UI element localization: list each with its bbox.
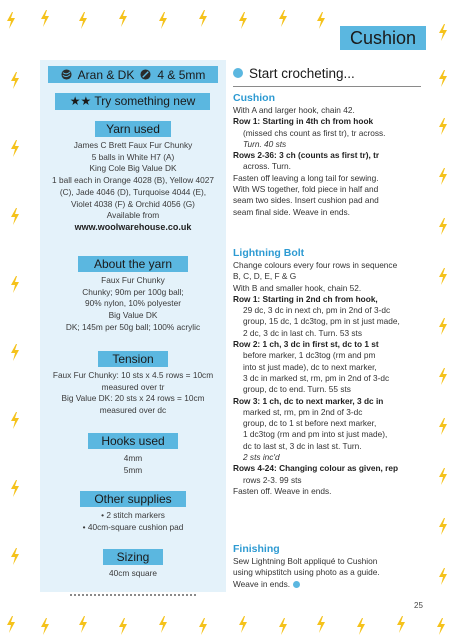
pattern-line: group, 15 dc, 1 dc3tog, pm in st just made, <box>243 316 400 327</box>
hook-line: 4mm <box>123 453 143 463</box>
about-line: Big Value DK <box>108 310 158 321</box>
about-line: Chunky; 90m per 100g ball; <box>82 286 184 297</box>
yarn-weight: Aran & DK <box>77 67 135 82</box>
pattern-line: group, dc to 1 st before next marker, <box>243 418 377 429</box>
lightning-bolt-icon <box>438 368 448 385</box>
tension-line: measured over tr <box>101 381 165 392</box>
pattern-line: Fasten off. Weave in ends. <box>233 485 332 496</box>
pattern-line: 2 dc, 3 dc in last ch. Turn. 53 sts <box>243 327 362 338</box>
tension-line: Faux Fur Chunky: 10 sts x 4.5 rows = 10cm <box>52 370 214 380</box>
lightning-bolt-icon <box>10 480 20 497</box>
supplies-body <box>44 510 222 533</box>
lightning-bolt-icon <box>278 10 288 27</box>
lightning-bolt-icon <box>10 72 20 89</box>
finishing-pattern <box>233 543 428 590</box>
yarn-line: Available from <box>106 210 160 221</box>
supply-line: • 2 stitch markers <box>101 510 165 520</box>
pattern-line: across. Turn. <box>243 161 291 172</box>
tension-line: measured over dc <box>99 405 167 416</box>
dotted-divider <box>70 594 196 596</box>
lightning-bolt-icon <box>118 618 128 635</box>
lightning-bolt-icon <box>6 616 16 633</box>
lightning-bolt-icon <box>118 10 128 27</box>
lightning-bolt-icon <box>438 268 448 285</box>
pattern-line: seam two sides. Insert cushion pad and <box>233 195 379 206</box>
pattern-line: 1 dc3tog (rm and pm into st just made), <box>243 429 388 440</box>
pattern-line: Row 3: 1 ch, dc to next marker, 3 dc in <box>233 395 384 406</box>
pattern-line: B, C, D, E, F & G <box>233 271 297 282</box>
cushion-heading: Cushion <box>233 92 275 104</box>
lightning-bolt-icon <box>238 12 248 29</box>
pattern-line: using whipstitch using photo as a guide. <box>233 567 380 578</box>
about-yarn-heading: About the yarn <box>78 256 188 272</box>
start-crocheting-heading <box>233 64 355 82</box>
lightning-bolt-icon <box>356 618 366 635</box>
sizing-heading: Sizing <box>103 549 163 565</box>
cushion-pattern <box>233 92 428 218</box>
lightning-bolt-icon <box>40 618 50 635</box>
lightning-bolt-icon <box>438 118 448 135</box>
lightning-bolt-icon <box>438 318 448 335</box>
pattern-line: With WS together, fold piece in half and <box>233 184 379 195</box>
page-number: 25 <box>414 601 423 610</box>
crochet-hook-icon <box>140 69 151 80</box>
pattern-line: Turn. 40 sts <box>243 138 287 149</box>
lightning-bolt-icon <box>10 276 20 293</box>
yarn-used-heading: Yarn used <box>95 121 171 137</box>
about-line: DK; 145m per 50g ball; 100% acrylic <box>65 321 201 332</box>
yarn-used-body <box>44 140 222 234</box>
pattern-line: into st just made), dc to next marker, <box>243 361 377 372</box>
pattern-line: Sew Lightning Bolt appliqué to Cushion <box>233 556 378 566</box>
yarn-line: (C), Jade 4046 (D), Turquoise 4044 (E), <box>59 186 207 197</box>
pattern-line: dc to last st, 3 dc in last st. Turn. <box>243 440 362 451</box>
lightning-bolt-icon <box>278 618 288 635</box>
pattern-line: Weave in ends. <box>233 579 428 590</box>
lightning-bolt-icon <box>316 12 326 29</box>
pattern-line: Fasten off leaving a long tail for sewing. <box>233 172 379 183</box>
lightning-bolt-icon <box>438 468 448 485</box>
try-something-new: ★★ Try something new <box>55 93 210 110</box>
pattern-line: With B and smaller hook, chain 52. <box>233 282 362 293</box>
pattern-line: before marker, 1 dc3tog (rm and pm <box>243 350 376 361</box>
pattern-line: Rows 4-24: Changing colour as given, rep <box>233 463 399 474</box>
finishing-heading: Finishing <box>233 543 280 555</box>
hooks-heading: Hooks used <box>88 433 178 449</box>
lightning-bolt-icon <box>438 168 448 185</box>
info-panel <box>40 60 226 592</box>
supplies-heading: Other supplies <box>80 491 186 507</box>
lightning-bolt-icon <box>316 616 326 633</box>
lightning-bolt-icon <box>438 518 448 535</box>
lightning-bolt-icon <box>198 10 208 27</box>
lightning-bolt-icon <box>438 418 448 435</box>
yarn-line: Violet 4038 (F) & Orchid 4056 (G) <box>71 198 195 209</box>
lightning-bolt-icon <box>158 12 168 29</box>
lightning-bolt-icon <box>6 12 16 29</box>
lightning-bolt-icon <box>438 70 448 87</box>
start-heading-text: Start crocheting... <box>249 65 355 81</box>
yarn-ball-icon <box>61 69 72 80</box>
bolt-pattern <box>233 247 428 497</box>
tension-heading: Tension <box>98 351 168 367</box>
sizing-line: 40cm square <box>109 568 157 578</box>
yarn-line: 5 balls in White H7 (A) <box>91 151 175 162</box>
lightning-bolt-icon <box>10 208 20 225</box>
page-title: Cushion <box>340 26 426 50</box>
tension-body <box>44 370 222 417</box>
hook-size: 4 & 5mm <box>157 67 206 82</box>
lightning-bolt-icon <box>436 618 446 635</box>
lightning-bolt-icon <box>438 24 448 41</box>
pattern-line: 3 dc in marked st, rm, pm in 2nd of 3-dc <box>243 372 390 383</box>
yarn-line: 1 ball each in Orange 4028 (B), Yellow 4027 <box>52 175 214 186</box>
lightning-bolt-icon <box>10 412 20 429</box>
pattern-line: With A and larger hook, chain 42. <box>233 105 355 115</box>
yarn-line: King Cole Big Value DK <box>89 163 177 174</box>
bolt-heading: Lightning Bolt <box>233 247 305 259</box>
retailer-link[interactable]: www.woolwarehouse.co.uk <box>74 221 192 232</box>
sizing-body <box>44 568 222 580</box>
supply-line: • 40cm-square cushion pad <box>82 521 184 532</box>
hook-line: 5mm <box>123 464 143 475</box>
lightning-bolt-icon <box>10 344 20 361</box>
pattern-line: Change colours every four rows in sequence <box>233 260 398 270</box>
pattern-line: Row 1: Starting in 4th ch from hook <box>233 116 374 127</box>
lightning-bolt-icon <box>10 548 20 565</box>
tag-row <box>48 66 218 83</box>
pattern-line: seam final side. Weave in ends. <box>233 206 350 217</box>
pattern-line: Row 1: Starting in 2nd ch from hook, <box>233 293 378 304</box>
pattern-line: Row 2: 1 ch, 3 dc in first st, dc to 1 st <box>233 339 379 350</box>
lightning-bolt-icon <box>78 12 88 29</box>
pattern-line: 2 sts inc'd <box>243 452 280 463</box>
pattern-line: Rows 2-36: 3 ch (counts as first tr), tr <box>233 150 380 161</box>
lightning-bolt-icon <box>396 616 406 633</box>
lightning-bolt-icon <box>438 218 448 235</box>
lightning-bolt-icon <box>238 616 248 633</box>
hooks-body <box>44 453 222 476</box>
lightning-bolt-icon <box>10 140 20 157</box>
yarn-line: James C Brett Faux Fur Chunky <box>73 140 193 150</box>
tension-line: Big Value DK: 20 sts x 24 rows = 10cm <box>61 393 205 404</box>
about-line: 90% nylon, 10% polyester <box>85 298 181 309</box>
lightning-bolt-icon <box>78 616 88 633</box>
pattern-line: marked st, rm, pm in 2nd of 3-dc <box>243 406 363 417</box>
pattern-line: group, dc to end. Turn. 55 sts <box>243 384 351 395</box>
heading-rule <box>233 86 421 87</box>
lightning-bolt-icon <box>158 616 168 633</box>
about-line: Faux Fur Chunky <box>101 275 165 285</box>
pattern-line: rows 2-3. 99 sts <box>243 474 302 485</box>
lightning-bolt-icon <box>438 568 448 585</box>
about-yarn-body <box>44 275 222 334</box>
lightning-bolt-icon <box>40 10 50 27</box>
lightning-bolt-icon <box>198 618 208 635</box>
pattern-line: 29 dc, 3 dc in next ch, pm in 2nd of 3-dc <box>243 305 391 316</box>
end-dot-icon <box>293 581 300 588</box>
pattern-line: (missed chs count as first tr), tr across. <box>243 127 386 138</box>
bullet-dot-icon <box>233 68 243 78</box>
